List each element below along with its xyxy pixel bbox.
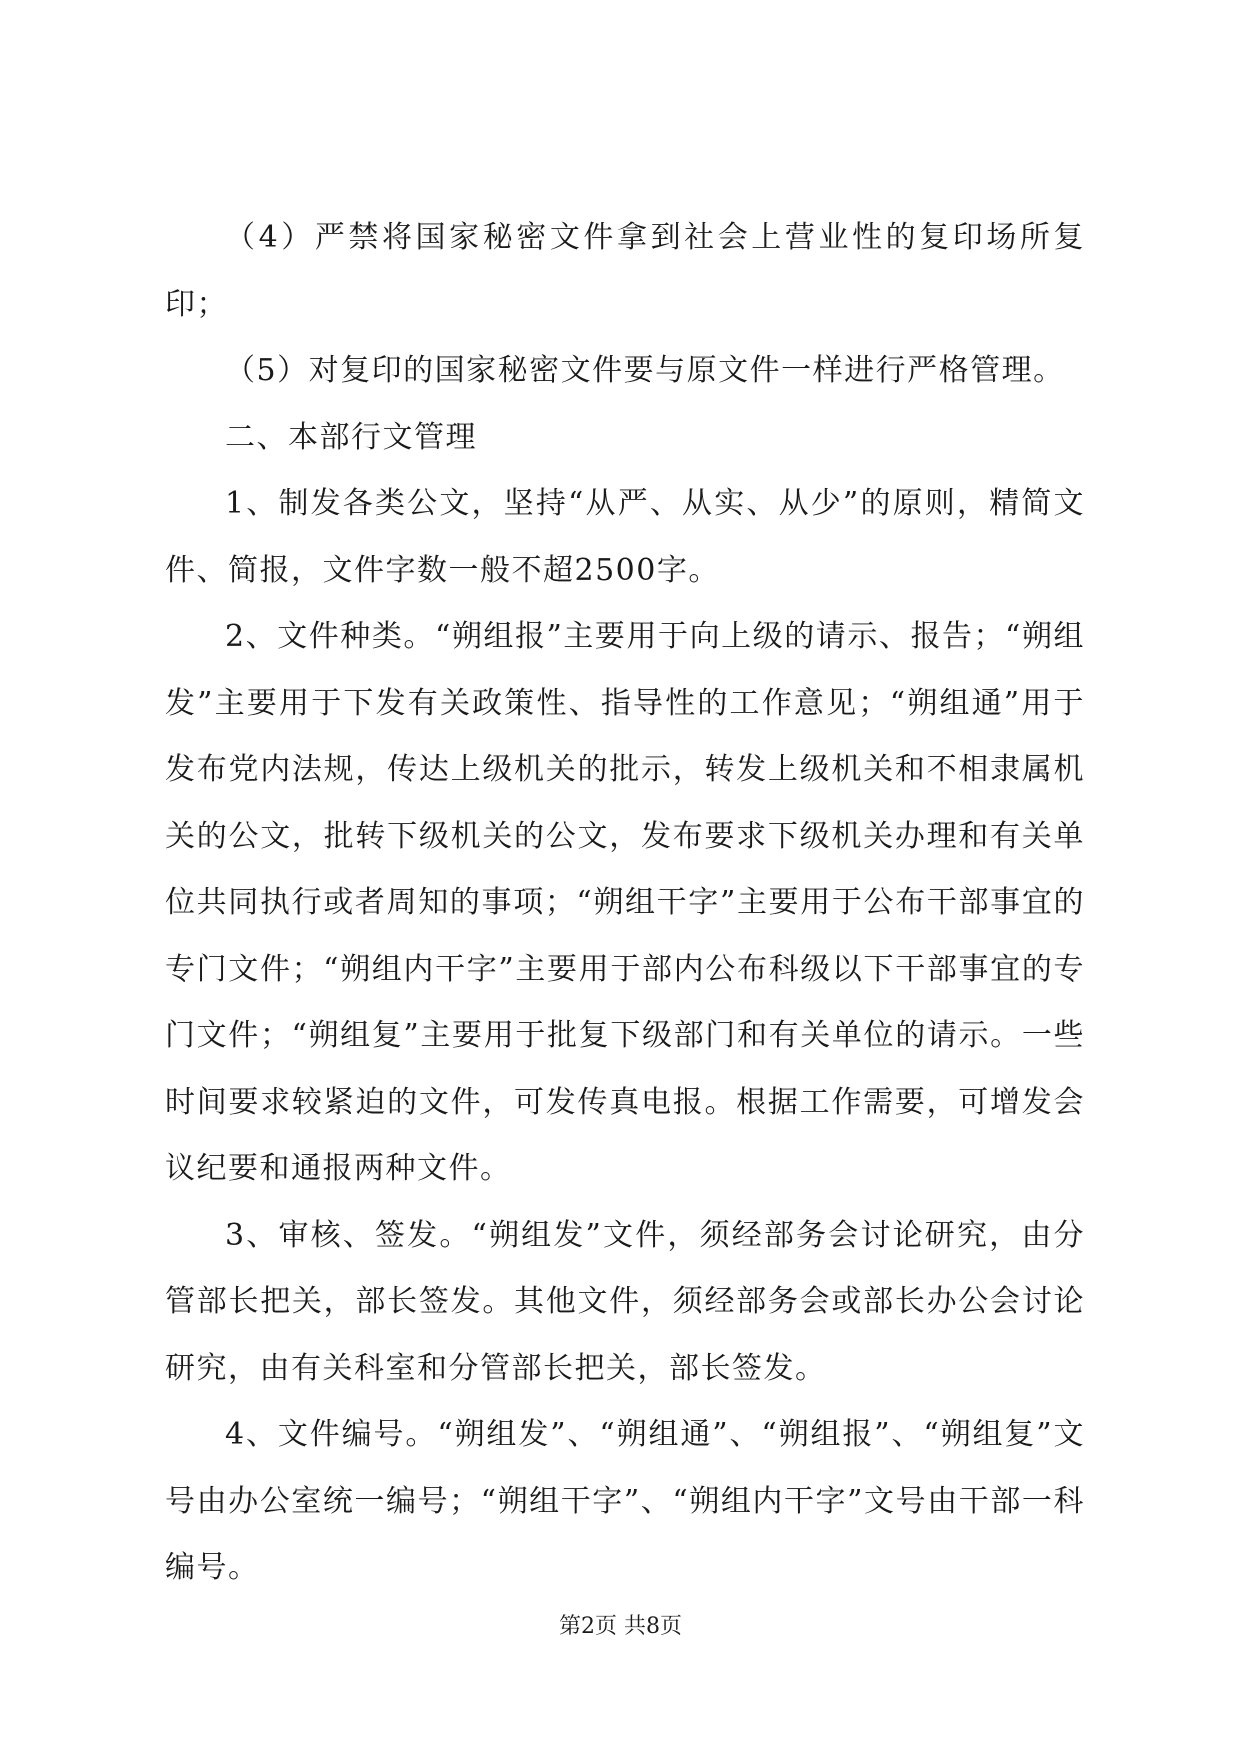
paragraph-item-5: （5）对复印的国家秘密文件要与原文件一样进行严格管理。 [225,353,1065,388]
paragraph-rule-2: 2、文件种类。“朔组报”主要用于向上级的请示、报告；“朔组发”主要用于下发有关政策性、指导性的工作意见；“朔组通”用于发布党内法规，传达上级机关的批示，转发上级机关和不相隶属机关的公文，批转下级机关的公文，发布要求下级机关办理和有关单位共同执行或者周知的事项；“朔组干字”主要用于公布干部事宜的专门文件；“朔组内干字”主要用于部内公布科级以下干部事宜的专门文件；“朔组复”主要用于批复下级部门和有关单位的请示。一些时间要求较紧迫的文件，可发传真电报。根据工作需要，可增发会议纪要和通报两种文件。 [165,619,1085,1186]
paragraph-rule-3: 3、审核、签发。“朔组发”文件，须经部务会讨论研究，由分管部长把关，部长签发。其他文件，须经部务会或部长办公会讨论研究，由有关科室和分管部长把关，部长签发。 [165,1217,1085,1386]
paragraph-rule-4: 4、文件编号。“朔组发”、“朔组通”、“朔组报”、“朔组复”文号由办公室统一编号；“朔组干字”、“朔组内干字”文号由干部一科编号。 [165,1417,1085,1585]
section-heading: 二、本部行文管理 [225,419,477,455]
paragraph-item-4: （4）严禁将国家秘密文件拿到社会上营业性的复印场所复印； [165,220,1085,322]
page-footer [0,1612,1241,1642]
page-indicator: 第2页 共8页 [559,1614,682,1639]
paragraph-rule-1: 1、制发各类公文，坚持“从严、从实、从少”的原则，精简文件、简报，文件字数一般不超2500字。 [165,486,1085,588]
document-body [165,205,1085,1602]
